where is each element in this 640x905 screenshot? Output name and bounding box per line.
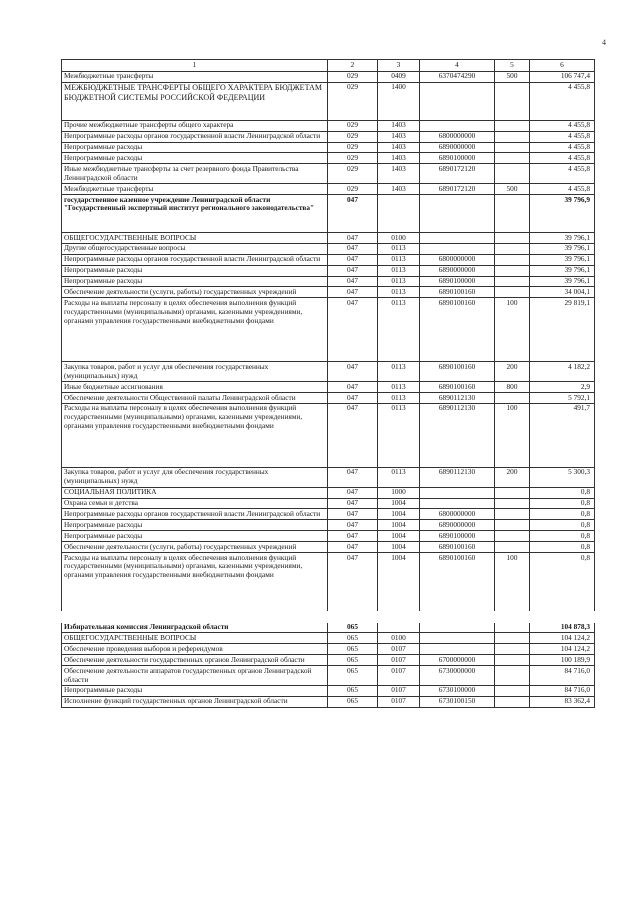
row-csr — [420, 120, 495, 131]
row-csr: 6890100000 — [420, 531, 495, 542]
table-body — [62, 71, 595, 707]
row-sum: 4 455,8 — [530, 82, 595, 120]
row-vr — [495, 142, 530, 153]
row-name: ОБЩЕГОСУДАРСТВЕННЫЕ ВОПРОСЫ — [62, 233, 328, 244]
table-row — [62, 265, 595, 276]
row-ved: 029 — [328, 164, 378, 184]
table-row — [62, 164, 595, 184]
row-ved: 065 — [328, 633, 378, 644]
row-csr: 6730100150 — [420, 696, 495, 707]
row-sum: 4 455,8 — [530, 164, 595, 184]
row-name: Непрограммные расходы — [62, 531, 328, 542]
row-csr: 6730100000 — [420, 685, 495, 696]
table-row — [62, 633, 595, 644]
row-csr: 6890112130 — [420, 393, 495, 404]
row-vr — [495, 498, 530, 509]
row-ved: 047 — [328, 393, 378, 404]
row-vr — [495, 233, 530, 244]
row-ved: 047 — [328, 509, 378, 520]
row-sum: 84 716,0 — [530, 685, 595, 696]
row-vr — [495, 164, 530, 184]
row-sum: 29 819,1 — [530, 298, 595, 362]
row-csr: 6890000000 — [420, 142, 495, 153]
row-ved: 065 — [328, 655, 378, 666]
table-row — [62, 520, 595, 531]
row-name: Непрограммные расходы — [62, 142, 328, 153]
row-rz: 1004 — [378, 498, 420, 509]
row-csr — [420, 644, 495, 655]
row-csr: 6890100160 — [420, 553, 495, 617]
row-csr: 6890100000 — [420, 153, 495, 164]
row-rz: 1403 — [378, 153, 420, 164]
row-name: СОЦИАЛЬНАЯ ПОЛИТИКА — [62, 487, 328, 498]
row-vr: 500 — [495, 71, 530, 82]
row-vr: 200 — [495, 362, 530, 382]
row-sum: 39 796,1 — [530, 233, 595, 244]
table-row — [62, 82, 595, 120]
row-csr: 6890100000 — [420, 276, 495, 287]
table-row — [62, 617, 595, 633]
row-csr: 6890100160 — [420, 362, 495, 382]
row-name: Обеспечение деятельности (услуги, работы) государственных учреждений — [62, 287, 328, 298]
row-vr — [495, 633, 530, 644]
row-name: Обеспечение деятельности аппаратов государственных органов Ленинградской области — [62, 666, 328, 686]
row-ved: 047 — [328, 233, 378, 244]
row-sum: 4 182,2 — [530, 362, 595, 382]
row-rz: 1403 — [378, 184, 420, 195]
row-vr — [495, 655, 530, 666]
row-sum: 0,8 — [530, 542, 595, 553]
row-name: Непрограммные расходы органов государственной власти Ленинградской области — [62, 131, 328, 142]
row-sum: 39 796,1 — [530, 254, 595, 265]
row-rz: 0113 — [378, 298, 420, 362]
row-name: Расходы на выплаты персоналу в целях обеспечения выполнения функций государственными (муниципальными) органами, казенными учреждениями, органами управления государственными внебюджетными фондами — [62, 298, 328, 362]
row-ved: 047 — [328, 498, 378, 509]
row-vr — [495, 120, 530, 131]
row-csr — [420, 487, 495, 498]
row-rz: 1004 — [378, 509, 420, 520]
row-name: Обеспечение деятельности (услуги, работы) государственных учреждений — [62, 542, 328, 553]
table-row — [62, 298, 595, 362]
row-csr — [420, 233, 495, 244]
table-row — [62, 184, 595, 195]
row-ved: 065 — [328, 666, 378, 686]
row-rz: 1004 — [378, 520, 420, 531]
col-header: 4 — [420, 60, 495, 72]
table-row — [62, 243, 595, 254]
row-csr — [420, 633, 495, 644]
table-header-row — [62, 60, 595, 72]
row-rz — [378, 617, 420, 633]
row-rz: 0113 — [378, 276, 420, 287]
row-ved: 029 — [328, 120, 378, 131]
row-rz: 1004 — [378, 531, 420, 542]
row-name: Закупка товаров, работ и услуг для обеспечения государственных (муниципальных) нужд — [62, 362, 328, 382]
row-rz: 0113 — [378, 362, 420, 382]
row-name: Расходы на выплаты персоналу в целях обеспечения выполнения функций государственными (муниципальными) органами, казенными учреждениями, органами управления государственными внебюджетными фондами — [62, 553, 328, 617]
table-row — [62, 276, 595, 287]
row-ved: 029 — [328, 71, 378, 82]
table-row — [62, 362, 595, 382]
row-vr — [495, 509, 530, 520]
table-row — [62, 666, 595, 686]
row-name: Иные межбюджетные трансферты за счет резервного фонда Правительства Ленинградской области — [62, 164, 328, 184]
table-row — [62, 509, 595, 520]
row-ved: 047 — [328, 254, 378, 265]
row-csr: 6890100160 — [420, 287, 495, 298]
row-sum: 34 004,1 — [530, 287, 595, 298]
table-row — [62, 71, 595, 82]
row-vr — [495, 696, 530, 707]
row-vr — [495, 666, 530, 686]
row-sum: 5 792,1 — [530, 393, 595, 404]
row-rz: 0113 — [378, 393, 420, 404]
table-row — [62, 685, 595, 696]
row-name: Непрограммные расходы — [62, 685, 328, 696]
row-ved: 047 — [328, 243, 378, 254]
row-name: Непрограммные расходы органов государственной власти Ленинградской области — [62, 254, 328, 265]
row-rz: 0107 — [378, 666, 420, 686]
row-rz: 1403 — [378, 164, 420, 184]
row-vr — [495, 542, 530, 553]
row-sum: 4 455,8 — [530, 184, 595, 195]
row-ved: 047 — [328, 195, 378, 233]
table-row — [62, 254, 595, 265]
row-vr — [495, 153, 530, 164]
table-row — [62, 287, 595, 298]
row-rz: 0113 — [378, 287, 420, 298]
row-rz: 1403 — [378, 120, 420, 131]
row-vr — [495, 195, 530, 233]
row-csr: 6890100160 — [420, 382, 495, 393]
row-vr — [495, 393, 530, 404]
table-row — [62, 131, 595, 142]
row-sum: 83 362,4 — [530, 696, 595, 707]
row-rz: 0113 — [378, 403, 420, 467]
table-row — [62, 382, 595, 393]
row-vr — [495, 531, 530, 542]
row-rz: 1403 — [378, 142, 420, 153]
row-name: Исполнение функций государственных органов Ленинградской области — [62, 696, 328, 707]
row-csr: 6890100160 — [420, 298, 495, 362]
row-sum: 0,8 — [530, 487, 595, 498]
row-name: Непрограммные расходы органов государственной власти Ленинградской области — [62, 509, 328, 520]
row-csr: 6370474290 — [420, 71, 495, 82]
row-csr: 6890112130 — [420, 467, 495, 487]
table-row — [62, 195, 595, 233]
row-vr — [495, 265, 530, 276]
table-row — [62, 142, 595, 153]
table-row — [62, 553, 595, 617]
row-ved: 029 — [328, 131, 378, 142]
row-name: Прочие межбюджетные трансферты общего характера — [62, 120, 328, 131]
row-rz: 0409 — [378, 71, 420, 82]
row-ved: 047 — [328, 520, 378, 531]
table-row — [62, 467, 595, 487]
row-sum: 4 455,8 — [530, 153, 595, 164]
row-rz: 0107 — [378, 685, 420, 696]
row-vr: 100 — [495, 403, 530, 467]
row-csr — [420, 82, 495, 120]
table-row — [62, 403, 595, 467]
row-sum: 104 878,3 — [530, 617, 595, 633]
row-csr: 6890100160 — [420, 542, 495, 553]
row-name: Непрограммные расходы — [62, 276, 328, 287]
row-rz: 0107 — [378, 655, 420, 666]
row-ved: 047 — [328, 287, 378, 298]
row-ved: 065 — [328, 617, 378, 633]
row-sum: 39 796,9 — [530, 195, 595, 233]
row-vr: 100 — [495, 298, 530, 362]
row-ved: 047 — [328, 487, 378, 498]
row-vr — [495, 254, 530, 265]
row-vr — [495, 276, 530, 287]
row-ved: 029 — [328, 153, 378, 164]
row-ved: 065 — [328, 685, 378, 696]
row-ved: 047 — [328, 362, 378, 382]
row-ved: 065 — [328, 644, 378, 655]
table-row — [62, 542, 595, 553]
row-sum: 106 747,4 — [530, 71, 595, 82]
row-name: Межбюджетные трансферты — [62, 71, 328, 82]
row-rz: 0113 — [378, 467, 420, 487]
row-rz: 0107 — [378, 696, 420, 707]
row-rz: 1000 — [378, 487, 420, 498]
col-header: 6 — [530, 60, 595, 72]
row-sum: 2,9 — [530, 382, 595, 393]
col-header: 5 — [495, 60, 530, 72]
row-sum: 5 300,3 — [530, 467, 595, 487]
row-rz: 0100 — [378, 233, 420, 244]
row-sum: 491,7 — [530, 403, 595, 467]
row-sum: 4 455,8 — [530, 131, 595, 142]
row-csr: 6890000000 — [420, 265, 495, 276]
table-row — [62, 487, 595, 498]
row-rz: 1400 — [378, 82, 420, 120]
row-ved: 047 — [328, 531, 378, 542]
row-rz: 0113 — [378, 254, 420, 265]
row-vr — [495, 644, 530, 655]
row-vr — [495, 243, 530, 254]
row-ved: 047 — [328, 276, 378, 287]
row-sum: 4 455,8 — [530, 120, 595, 131]
row-vr — [495, 617, 530, 633]
row-csr — [420, 195, 495, 233]
row-rz: 1004 — [378, 553, 420, 617]
col-header: 1 — [62, 60, 328, 72]
row-csr: 6890172120 — [420, 164, 495, 184]
row-sum: 0,8 — [530, 498, 595, 509]
row-rz — [378, 195, 420, 233]
row-name: Непрограммные расходы — [62, 153, 328, 164]
row-name: Обеспечение деятельности государственных органов Ленинградской области — [62, 655, 328, 666]
table-row — [62, 120, 595, 131]
row-csr: 6800000000 — [420, 254, 495, 265]
row-sum: 0,8 — [530, 531, 595, 542]
row-sum: 100 189,9 — [530, 655, 595, 666]
row-vr — [495, 685, 530, 696]
table-row — [62, 696, 595, 707]
row-csr: 6730000000 — [420, 666, 495, 686]
row-ved: 029 — [328, 184, 378, 195]
row-name: Непрограммные расходы — [62, 520, 328, 531]
row-csr: 6700000000 — [420, 655, 495, 666]
table-row — [62, 393, 595, 404]
table-row — [62, 498, 595, 509]
row-name: Обеспечение проведения выборов и референдумов — [62, 644, 328, 655]
row-sum: 39 796,1 — [530, 265, 595, 276]
row-name: Охрана семьи и детства — [62, 498, 328, 509]
row-name: МЕЖБЮДЖЕТНЫЕ ТРАНСФЕРТЫ ОБЩЕГО ХАРАКТЕРА БЮДЖЕТАМ БЮДЖЕТНОЙ СИСТЕМЫ РОССИЙСКОЙ ФЕДЕРАЦИИ — [62, 82, 328, 120]
row-ved: 047 — [328, 265, 378, 276]
row-rz: 1004 — [378, 542, 420, 553]
row-ved: 047 — [328, 298, 378, 362]
row-vr: 800 — [495, 382, 530, 393]
row-csr: 6800000000 — [420, 509, 495, 520]
row-name: Закупка товаров, работ и услуг для обеспечения государственных (муниципальных) нужд — [62, 467, 328, 487]
row-name: Иные бюджетные ассигнования — [62, 382, 328, 393]
row-sum: 0,8 — [530, 520, 595, 531]
row-vr — [495, 487, 530, 498]
row-sum: 0,8 — [530, 509, 595, 520]
row-csr — [420, 498, 495, 509]
row-ved: 047 — [328, 467, 378, 487]
row-csr — [420, 617, 495, 633]
row-ved: 047 — [328, 553, 378, 617]
row-sum: 104 124,2 — [530, 633, 595, 644]
row-csr: 6800000000 — [420, 131, 495, 142]
table-row — [62, 153, 595, 164]
row-sum: 84 716,0 — [530, 666, 595, 686]
row-name: Обеспечение деятельности Общественной палаты Ленинградской области — [62, 393, 328, 404]
col-header: 2 — [328, 60, 378, 72]
row-sum: 104 124,2 — [530, 644, 595, 655]
row-vr — [495, 82, 530, 120]
row-name: Другие общегосударственные вопросы — [62, 243, 328, 254]
row-vr: 500 — [495, 184, 530, 195]
row-sum: 39 796,1 — [530, 276, 595, 287]
row-ved: 047 — [328, 542, 378, 553]
col-header: 3 — [378, 60, 420, 72]
row-rz: 1403 — [378, 131, 420, 142]
row-vr — [495, 287, 530, 298]
row-name: ОБЩЕГОСУДАРСТВЕННЫЕ ВОПРОСЫ — [62, 633, 328, 644]
row-csr: 6890000000 — [420, 520, 495, 531]
row-ved: 029 — [328, 142, 378, 153]
row-ved: 047 — [328, 382, 378, 393]
row-ved: 029 — [328, 82, 378, 120]
row-rz: 0113 — [378, 382, 420, 393]
page-number: 4 — [602, 38, 606, 47]
row-csr — [420, 243, 495, 254]
row-name: Непрограммные расходы — [62, 265, 328, 276]
row-rz: 0113 — [378, 243, 420, 254]
row-sum: 39 796,1 — [530, 243, 595, 254]
row-name: государственное казенное учреждение Ленинградской области "Государственный экспертный институт регионального законодательства" — [62, 195, 328, 233]
row-vr: 200 — [495, 467, 530, 487]
row-name: Межбюджетные трансферты — [62, 184, 328, 195]
table-row — [62, 655, 595, 666]
row-csr: 6890172120 — [420, 184, 495, 195]
row-sum: 4 455,8 — [530, 142, 595, 153]
table-row — [62, 233, 595, 244]
row-ved: 065 — [328, 696, 378, 707]
row-vr — [495, 520, 530, 531]
row-vr: 100 — [495, 553, 530, 617]
row-name: Расходы на выплаты персоналу в целях обеспечения выполнения функций государственными (муниципальными) органами, казенными учреждениями, органами управления государственными внебюджетными фондами — [62, 403, 328, 467]
budget-table — [61, 59, 595, 708]
table-row — [62, 644, 595, 655]
row-rz: 0113 — [378, 265, 420, 276]
row-csr: 6890112130 — [420, 403, 495, 467]
row-rz: 0100 — [378, 633, 420, 644]
row-sum: 0,8 — [530, 553, 595, 617]
row-vr — [495, 131, 530, 142]
table-row — [62, 531, 595, 542]
row-ved: 047 — [328, 403, 378, 467]
row-rz: 0107 — [378, 644, 420, 655]
row-name: Избирательная комиссия Ленинградской области — [62, 617, 328, 633]
